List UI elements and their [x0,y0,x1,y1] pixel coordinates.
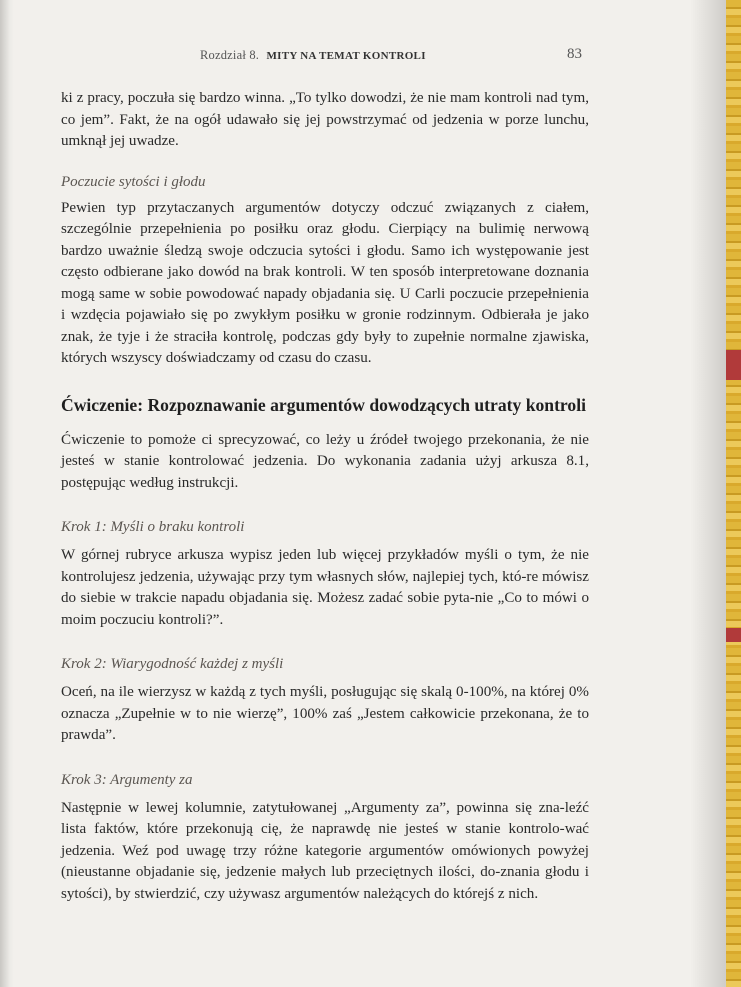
chapter-label: Rozdział 8. [200,48,260,62]
page-edge-mark [726,350,741,380]
subheading-satiety-hunger: Poczucie sytości i głodu [61,173,206,190]
step-2-heading: Krok 2: Wiarygodność każdej z myśli [61,656,284,672]
page-edge-mark [726,628,741,642]
book-page-edge [726,0,741,987]
running-head [200,48,426,63]
page-number: 83 [567,46,582,62]
step-1-heading: Krok 1: Myśli o braku kontroli [61,519,245,535]
step-3-text: Następnie w lewej kolumnie, zatytułowanej „Argumenty za”, powinna się zna-leźć lista faktów, które przekonują cię, że naprawdę nie jesteś w stanie kontrolo-wać jedzenia. Weź pod uwagę trzy różne kategorie argumentów omówionych powyżej (nieustanne objadanie się, jedzenie małych lub przeciętnych ilości, do-znania głodu i sytości), by stwierdzić, czy używasz argumentów należących do którejś z nich. [61,799,589,902]
page-body [61,88,589,905]
page-left-shadow [0,0,14,987]
chapter-title: MITY NA TEMAT KONTROLI [266,50,426,62]
exercise-heading: Ćwiczenie: Rozpoznawanie argumentów dowodzących utraty kontroli [61,394,586,415]
step-2-text: Oceń, na ile wierzysz w każdą z tych myśli, posługując się skalą 0-100%, na której 0% oznacza „Zupełnie w to nie wierzę”, 100% zaś „Jestem całkowicie przekonana, że to prawda”. [61,684,589,743]
paragraph-exercise: Ćwiczenie to pomoże ci sprecyzować, co leży u źródeł twojego przekonania, że nie jesteś w stanie kontrolować jedzenia. Do wykonania zadania użyj arkusza 8.1, postępując według instrukcji. [61,431,589,491]
paragraph-intro: ki z pracy, poczuła się bardzo winna. „To tylko dowodzi, że nie mam kontroli nad tym, co jem”. Fakt, że na ogół udawało się jej powstrzymać od jedzenia w porze lunchu, umknął jej uwadze. [61,90,589,149]
page-spine-shadow [690,0,726,987]
step-1-text: W górnej rubryce arkusza wypisz jeden lub więcej przykładów myśli o tym, że nie kontrolujesz jedzenia, używając przy tym własnych słów, najlepiej tych, któ-re mówisz do siebie w trakcie napadu objadania się. Możesz zadać sobie pyta-nie „Co to mówi o moim poczuciu kontroli?”. [61,547,589,628]
paragraph-satiety-hunger: Pewien typ przytaczanych argumentów dotyczy odczuć związanych z ciałem, szczególnie przepełnienia po posiłku oraz głodu. Cierpiący na bulimię nerwową bardzo uważnie śledzą swoje odczucia sytości i głodu. Samo ich występowanie jest często odbierane jako dowód na brak kontroli. W ten sposób interpretowane doznania mogą same w sobie powodować napady objadania się. U Carli poczucie przepełnienia i wzdęcia pojawiało się po zwykłym posiłku w gronie rodzinnym. Odbierała je jako znak, że tyje i że straciła kontrolę, podczas gdy były to zupełnie normalne zjawiska, których wszyscy doświadczamy od czasu do czasu. [61,199,589,366]
step-3-heading: Krok 3: Argumenty za [61,771,193,788]
